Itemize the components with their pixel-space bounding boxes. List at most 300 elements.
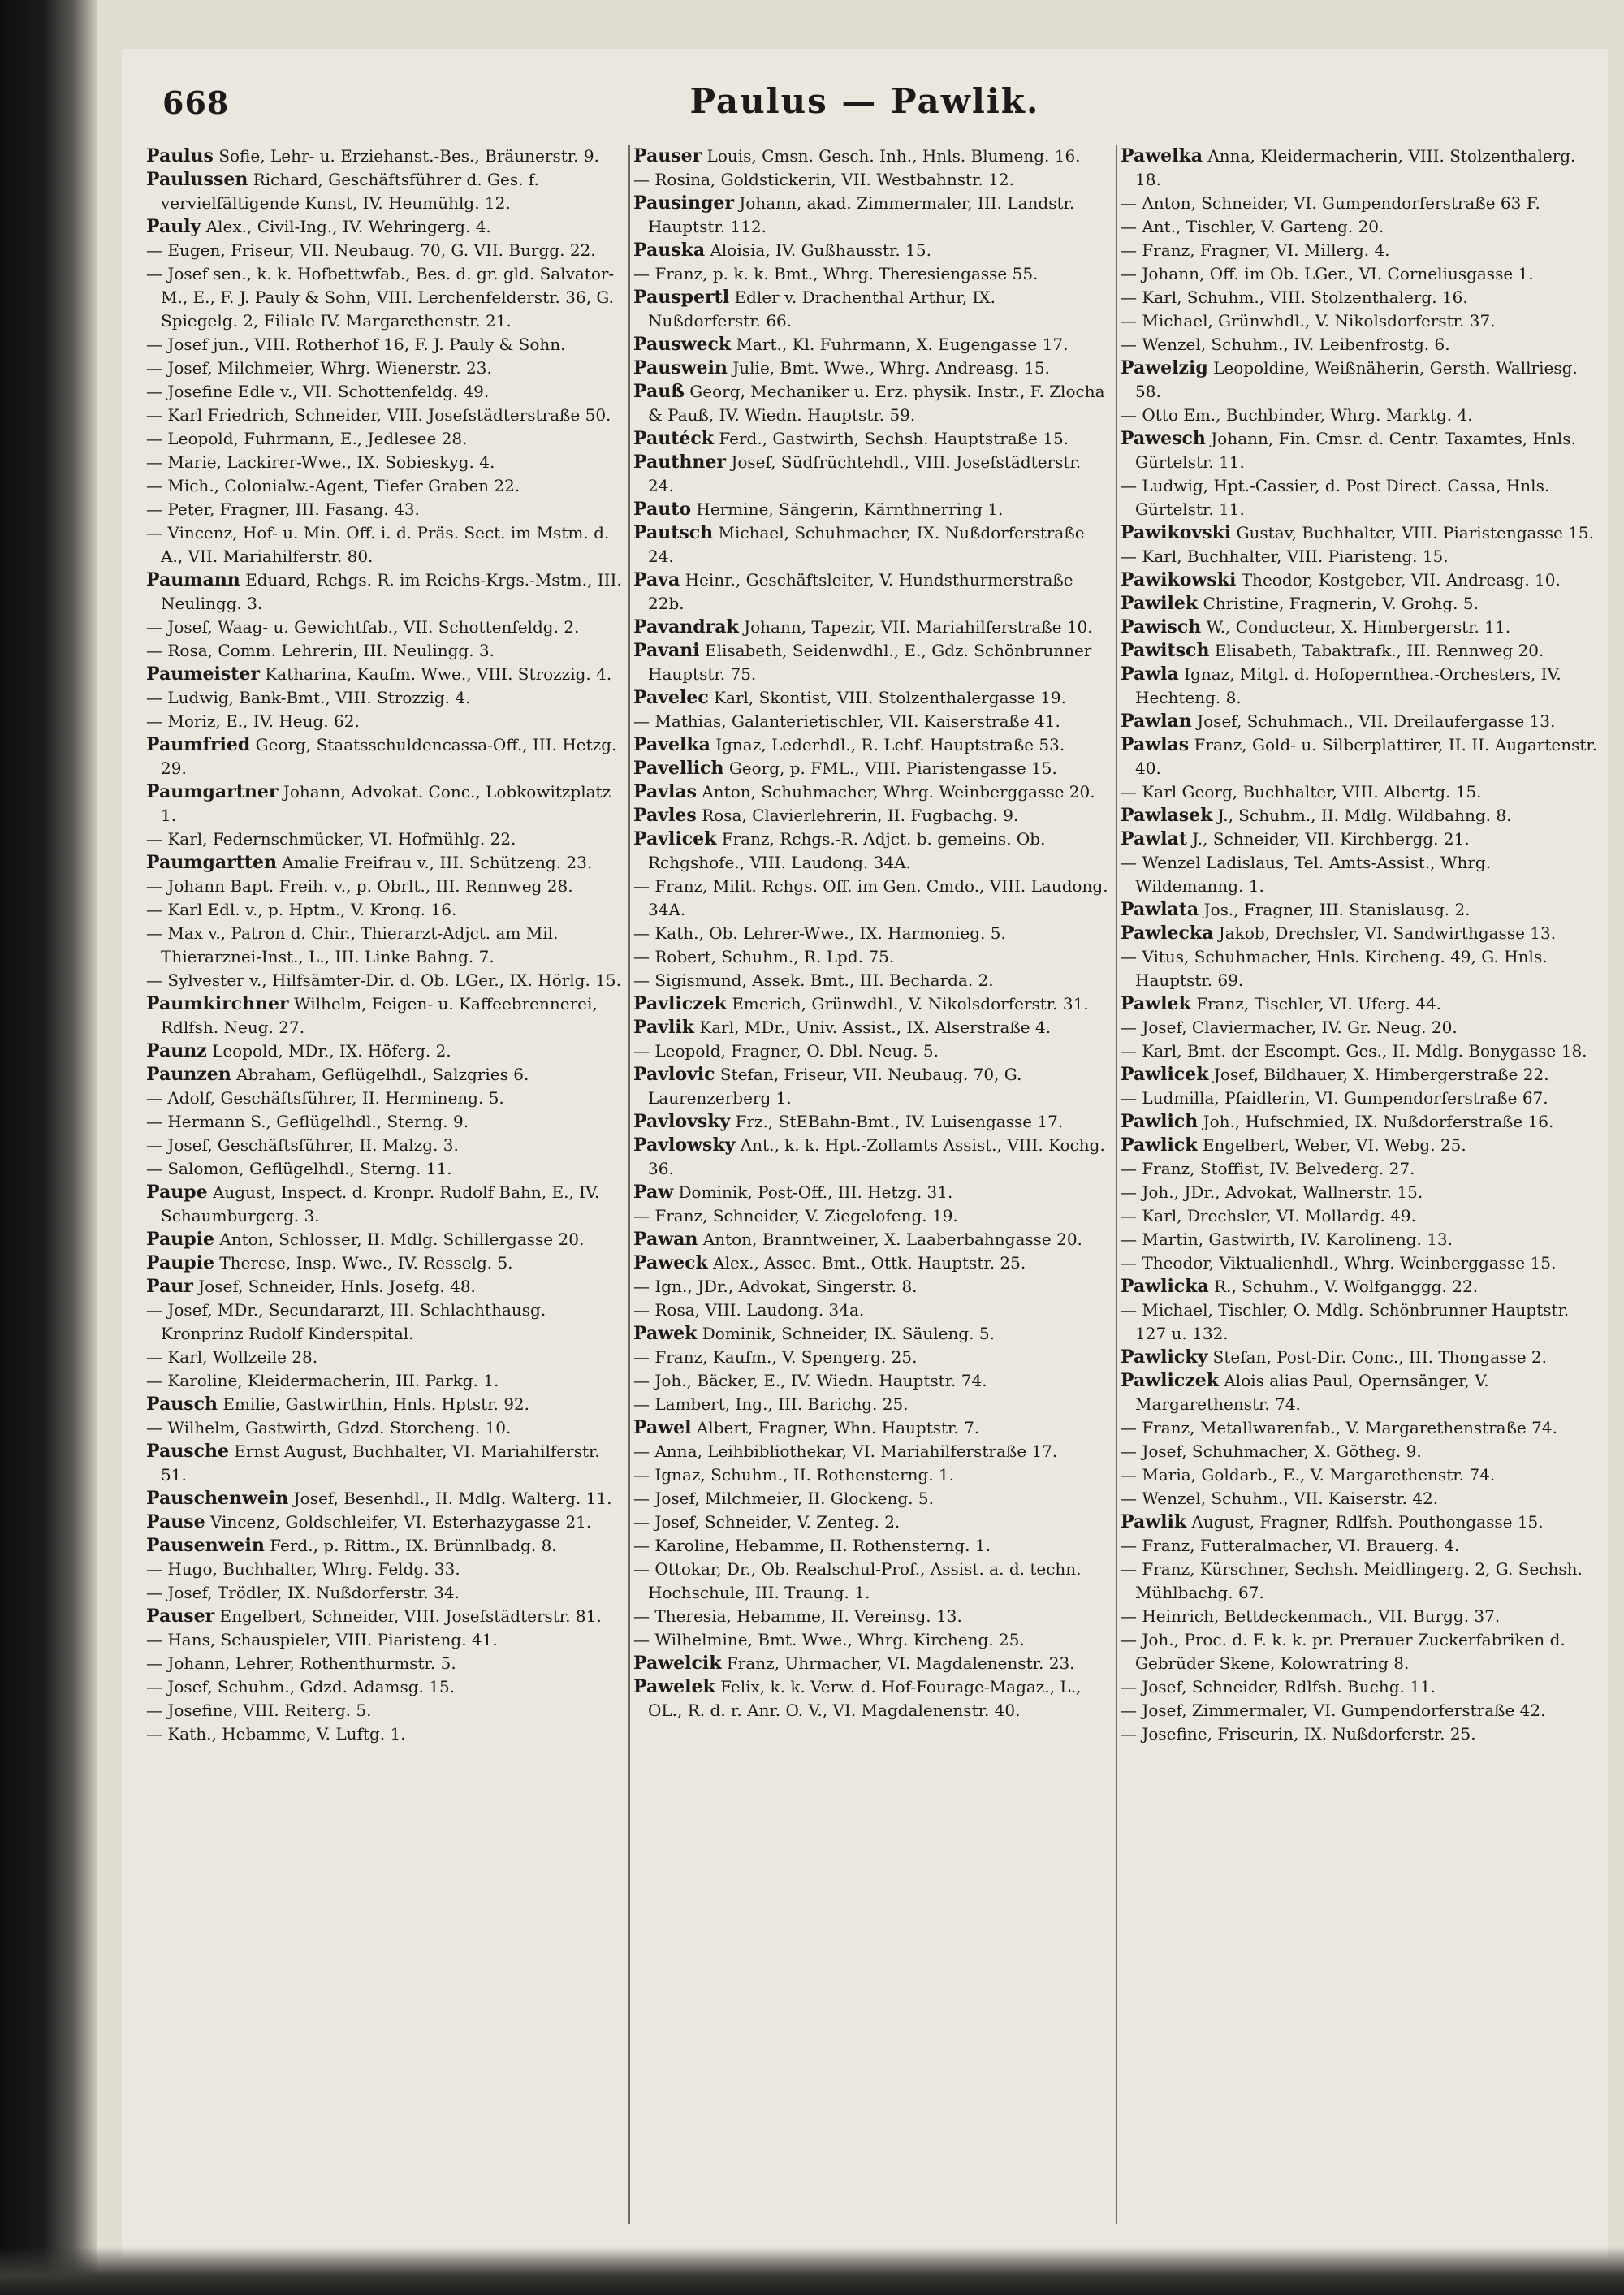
directory-entry xyxy=(1121,1558,1600,1605)
entry-details: — Johann, Off. im Ob. LGer., VI. Corneliusgasse 1. xyxy=(1121,264,1534,283)
entry-details: — Franz, p. k. k. Bmt., Whrg. Theresiengasse 55. xyxy=(633,264,1039,283)
directory-entry xyxy=(633,1511,1112,1534)
entry-details: — Josefine, VIII. Reiterg. 5. xyxy=(146,1701,372,1720)
entry-details: — Franz, Milit. Rchgs. Off. im Gen. Cmdo., VIII. Laudong. 34A. xyxy=(633,876,1108,919)
entry-details: J., Schneider, VII. Kirchbergg. 21. xyxy=(1192,829,1470,849)
directory-entry xyxy=(1121,1534,1600,1558)
directory-entry xyxy=(146,1275,625,1299)
entry-details: August, Fragner, Rdlfsh. Pouthongasse 15. xyxy=(1191,1512,1544,1532)
directory-entry xyxy=(633,1275,1112,1299)
directory-entry xyxy=(633,1369,1112,1393)
directory-entry xyxy=(146,333,625,357)
directory-entry xyxy=(146,215,625,239)
entry-details: — Josef, Schneider, V. Zenteg. 2. xyxy=(633,1512,901,1532)
entry-details: Georg, Staatsschuldencassa-Off., III. Hetzg. 29. xyxy=(161,735,617,778)
entry-surname: Pawesch xyxy=(1121,428,1206,449)
entry-details: Heinr., Geschäftsleiter, V. Hundsthurmerstraße 22b. xyxy=(648,570,1073,613)
entry-details: Josef, Südfrüchtehdl., VIII. Josefstädterstr. 24. xyxy=(648,452,1082,495)
entry-details: Josef, Besenhdl., II. Mdlg. Walterg. 11. xyxy=(293,1489,612,1508)
entry-details: Emilie, Gastwirthin, Hnls. Hptstr. 92. xyxy=(222,1394,529,1414)
page-number: 668 xyxy=(162,84,230,121)
entry-surname: Pauser xyxy=(633,145,702,166)
entry-details: Ant., k. k. Hpt.-Zollamts Assist., VIII. Kochg. 36. xyxy=(648,1135,1105,1178)
entry-details: — Franz, Fragner, VI. Millerg. 4. xyxy=(1121,240,1390,260)
directory-entry xyxy=(1121,710,1600,733)
directory-entry xyxy=(1121,1440,1600,1463)
entry-surname: Paunzen xyxy=(146,1064,231,1085)
entry-surname: Pausinger xyxy=(633,192,734,214)
directory-entry xyxy=(633,804,1112,828)
entry-surname: Pawlas xyxy=(1121,734,1190,755)
directory-entry xyxy=(633,357,1112,380)
entry-details: Theodor, Kostgeber, VII. Andreasg. 10. xyxy=(1241,570,1561,590)
directory-column-2 xyxy=(633,145,1112,2240)
directory-entry xyxy=(633,1558,1112,1605)
entry-surname: Paumgartner xyxy=(146,781,279,802)
directory-entry xyxy=(1121,239,1600,262)
entry-details: Albert, Fragner, Whn. Hauptstr. 7. xyxy=(696,1418,980,1437)
entry-details: — Ignaz, Schuhm., II. Rothensterng. 1. xyxy=(633,1465,955,1485)
directory-entry xyxy=(633,568,1112,616)
directory-entry xyxy=(1121,1511,1600,1534)
entry-surname: Pawlicka xyxy=(1121,1276,1209,1297)
entry-details: — Josef, Waag- u. Gewichtfab., VII. Schottenfeldg. 2. xyxy=(146,617,580,637)
entry-surname: Paupe xyxy=(146,1182,208,1203)
entry-details: Joh., Hufschmied, IX. Nußdorferstraße 16. xyxy=(1203,1112,1554,1131)
entry-surname: Paulus xyxy=(146,145,214,166)
entry-details: — Wenzel Ladislaus, Tel. Amts-Assist., Whrg. Wildemanng. 1. xyxy=(1121,853,1492,896)
directory-entry xyxy=(146,1699,625,1722)
entry-details: — Robert, Schuhm., R. Lpd. 75. xyxy=(633,947,895,966)
entry-details: Christine, Fragnerin, V. Grohg. 5. xyxy=(1203,594,1479,613)
directory-entry xyxy=(1121,922,1600,945)
directory-entry xyxy=(633,262,1112,286)
directory-entry xyxy=(633,922,1112,945)
entry-surname: Pawisch xyxy=(1121,616,1202,638)
entry-details: — Josef, Claviermacher, IV. Gr. Neug. 20. xyxy=(1121,1018,1458,1037)
entry-details: Franz, Uhrmacher, VI. Magdalenenstr. 23. xyxy=(726,1653,1075,1673)
directory-entry xyxy=(146,1157,625,1181)
directory-entry xyxy=(146,427,625,451)
directory-entry xyxy=(146,1652,625,1675)
directory-entry xyxy=(146,451,625,474)
directory-entry xyxy=(146,380,625,404)
entry-surname: Pavles xyxy=(633,805,697,826)
directory-entry xyxy=(146,1558,625,1581)
directory-entry xyxy=(633,828,1112,875)
entry-details: W., Conducteur, X. Himbergerstr. 11. xyxy=(1206,617,1511,637)
directory-entry xyxy=(146,404,625,427)
directory-entry xyxy=(1121,663,1600,710)
entry-details: Anton, Schlosser, II. Mdlg. Schillergasse 20. xyxy=(219,1230,585,1249)
directory-entry xyxy=(1121,568,1600,592)
entry-details: — Max v., Patron d. Chir., Thierarzt-Adjct. am Mil. Thierarznei-Inst., L., III. Linke Bahng. 7. xyxy=(146,923,559,966)
entry-surname: Pawlat xyxy=(1121,828,1187,849)
directory-entry xyxy=(1121,733,1600,780)
entry-details: — Josef, Milchmeier, Whrg. Wienerstr. 23. xyxy=(146,358,492,378)
directory-entry xyxy=(146,992,625,1039)
entry-details: Edler v. Drachenthal Arthur, IX. Nußdorferstr. 66. xyxy=(648,287,996,331)
entry-details: — Michael, Tischler, O. Mdlg. Schönbrunner Hauptstr. 127 u. 132. xyxy=(1121,1300,1570,1343)
entry-details: Ferd., Gastwirth, Sechsh. Hauptstraße 15. xyxy=(719,429,1069,448)
entry-details: — Johann Bapt. Freih. v., p. Obrlt., III. Rennweg 28. xyxy=(146,876,573,896)
entry-details: — Anna, Leihbibliothekar, VI. Mariahilferstraße 17. xyxy=(633,1441,1058,1461)
entry-surname: Pausche xyxy=(146,1441,229,1462)
entry-details: — Franz, Stoffist, IV. Belvederg. 27. xyxy=(1121,1159,1415,1178)
directory-entry xyxy=(146,922,625,969)
entry-details: — Wenzel, Schuhm., IV. Leibenfrostg. 6. xyxy=(1121,335,1450,354)
directory-entry xyxy=(146,851,625,875)
directory-entry xyxy=(146,1110,625,1134)
entry-surname: Pawlecka xyxy=(1121,923,1214,944)
directory-entry xyxy=(1121,427,1600,474)
entry-details: — Franz, Schneider, V. Ziegelofeng. 19. xyxy=(633,1206,958,1225)
entry-details: — Joh., Proc. d. F. k. k. pr. Prerauer Zuckerfabriken d. Gebrüder Skene, Kolowratring 8. xyxy=(1121,1630,1566,1673)
entry-surname: Pawlan xyxy=(1121,711,1192,732)
directory-entry xyxy=(1121,215,1600,239)
directory-entry xyxy=(1121,1416,1600,1440)
directory-entry xyxy=(1121,828,1600,851)
directory-entry xyxy=(633,1605,1112,1628)
entry-details: — Karl, Buchhalter, VIII. Piaristeng. 15. xyxy=(1121,547,1449,566)
entry-surname: Pava xyxy=(633,569,680,590)
entry-details: — Otto Em., Buchbinder, Whrg. Marktg. 4. xyxy=(1121,405,1473,425)
directory-entry xyxy=(1121,1275,1600,1299)
directory-entry xyxy=(633,1181,1112,1204)
directory-entry xyxy=(146,498,625,521)
directory-entry xyxy=(146,1722,625,1746)
entry-details: Engelbert, Weber, VI. Webg. 25. xyxy=(1202,1135,1466,1155)
entry-details: Richard, Geschäftsführer d. Ges. f. vervielfältigende Kunst, IV. Heumühlg. 12. xyxy=(161,170,539,213)
entry-details: Karl, Skontist, VIII. Stolzenthalergasse 19. xyxy=(714,688,1067,707)
entry-details: — Karl, Bmt. der Escompt. Ges., II. Mdlg. Bonygasse 18. xyxy=(1121,1041,1587,1061)
entry-details: Felix, k. k. Verw. d. Hof-Fourage-Magaz., L., OL., R. d. r. Anr. O. V., VI. Magdalenenstr. 40. xyxy=(648,1677,1082,1720)
entry-details: Anton, Branntweiner, X. Laaberbahngasse 20. xyxy=(702,1230,1082,1249)
directory-entry xyxy=(1121,616,1600,639)
entry-details: — Rosa, Comm. Lehrerin, III. Neulingg. 3. xyxy=(146,641,495,660)
directory-entry xyxy=(146,521,625,568)
directory-entry xyxy=(146,1628,625,1652)
entry-details: Alois alias Paul, Opernsänger, V. Margarethenstr. 74. xyxy=(1135,1371,1489,1414)
directory-entry xyxy=(1121,780,1600,804)
entry-details: Anton, Schuhmacher, Whrg. Weinberggasse 20. xyxy=(702,782,1095,802)
entry-details: — Sylvester v., Hilfsämter-Dir. d. Ob. LGer., IX. Hörlg. 15. xyxy=(146,970,622,990)
entry-surname: Paur xyxy=(146,1276,193,1297)
entry-details: Dominik, Schneider, IX. Säuleng. 5. xyxy=(702,1324,995,1343)
entry-details: Josef, Bildhauer, X. Himbergerstraße 22. xyxy=(1213,1065,1549,1084)
entry-details: — Franz, Futteralmacher, VI. Brauerg. 4. xyxy=(1121,1536,1460,1555)
directory-entry xyxy=(633,733,1112,757)
entry-details: — Salomon, Geflügelhdl., Sterng. 11. xyxy=(146,1159,452,1178)
directory-entry xyxy=(1121,945,1600,992)
entry-details: Katharina, Kaufm. Wwe., VIII. Strozzig. 4. xyxy=(265,664,612,684)
entry-surname: Pawan xyxy=(633,1229,698,1250)
entry-surname: Pauto xyxy=(633,499,692,520)
entry-surname: Paw xyxy=(633,1182,674,1203)
directory-entry xyxy=(633,710,1112,733)
entry-details: — Karl, Wollzeile 28. xyxy=(146,1347,318,1367)
entry-details: Alex., Civil-Ing., IV. Wehringerg. 4. xyxy=(205,217,491,236)
entry-details: — Karl, Drechsler, VI. Mollardg. 49. xyxy=(1121,1206,1416,1225)
entry-details: Amalie Freifrau v., III. Schützeng. 23. xyxy=(282,853,593,872)
entry-details: Ignaz, Mitgl. d. Hofopernthea.-Orchesters, IV. Hechteng. 8. xyxy=(1135,664,1561,707)
entry-details: — Leopold, Fragner, O. Dbl. Neug. 5. xyxy=(633,1041,939,1061)
directory-entry xyxy=(146,1299,625,1346)
entry-surname: Pawlicek xyxy=(1121,1064,1209,1085)
entry-details: — Josef, Schuhmacher, X. Götheg. 9. xyxy=(1121,1441,1422,1461)
directory-entry xyxy=(146,145,625,168)
entry-details: Elisabeth, Seidenwdhl., E., Gdz. Schönbrunner Hauptstr. 75. xyxy=(648,641,1092,684)
column-rule xyxy=(1116,145,1117,2224)
entry-surname: Pauthner xyxy=(633,452,726,473)
directory-entry xyxy=(1121,1134,1600,1157)
entry-details: Georg, p. FML., VIII. Piaristengasse 15. xyxy=(728,759,1057,778)
entry-details: — Karl Friedrich, Schneider, VIII. Josefstädterstraße 50. xyxy=(146,405,611,425)
entry-details: — Martin, Gastwirth, IV. Karolineng. 13. xyxy=(1121,1230,1453,1249)
entry-surname: Pawlata xyxy=(1121,899,1199,920)
directory-entry xyxy=(1121,545,1600,568)
entry-details: Anna, Kleidermacherin, VIII. Stolzenthalerg. 18. xyxy=(1135,146,1576,189)
entry-details: Engelbert, Schneider, VIII. Josefstädterstr. 81. xyxy=(219,1606,602,1626)
entry-details: Josef, Schneider, Hnls. Josefg. 48. xyxy=(198,1277,476,1296)
entry-details: Jakob, Drechsler, VI. Sandwirthgasse 13. xyxy=(1218,923,1557,943)
entry-surname: Pautsch xyxy=(633,522,714,543)
entry-details: — Theresia, Hebamme, II. Vereinsg. 13. xyxy=(633,1606,962,1626)
directory-entry xyxy=(1121,1369,1600,1416)
entry-details: — Wenzel, Schuhm., VII. Kaiserstr. 42. xyxy=(1121,1489,1439,1508)
directory-entry xyxy=(633,639,1112,686)
directory-entry xyxy=(146,616,625,639)
directory-entry xyxy=(633,1063,1112,1110)
directory-entry xyxy=(146,1251,625,1275)
directory-entry xyxy=(633,1675,1112,1722)
entry-details: — Mich., Colonialw.-Agent, Tiefer Graben 22. xyxy=(146,476,520,495)
directory-entry xyxy=(633,1204,1112,1228)
entry-surname: Pawitsch xyxy=(1121,640,1210,661)
directory-entry xyxy=(633,1322,1112,1346)
entry-surname: Pausweck xyxy=(633,334,732,355)
entry-surname: Pawek xyxy=(633,1323,698,1344)
directory-entry xyxy=(633,1251,1112,1275)
entry-details: — Josef, Trödler, IX. Nußdorferstr. 34. xyxy=(146,1583,460,1602)
entry-details: Ignaz, Lederhdl., R. Lchf. Hauptstraße 53. xyxy=(715,735,1065,754)
directory-entry xyxy=(1121,1204,1600,1228)
entry-details: Franz, Gold- u. Silberplattirer, II. II. Augartenstr. 40. xyxy=(1135,735,1598,778)
directory-entry xyxy=(1121,1157,1600,1181)
directory-entry xyxy=(146,828,625,851)
entry-details: Ferd., p. Rittm., IX. Brünnlbadg. 8. xyxy=(270,1536,557,1555)
directory-entry xyxy=(633,945,1112,969)
entry-details: Stefan, Post-Dir. Conc., III. Thongasse 2. xyxy=(1212,1347,1547,1367)
directory-entry xyxy=(633,1440,1112,1463)
directory-entry xyxy=(633,427,1112,451)
entry-surname: Pawlek xyxy=(1121,993,1191,1014)
directory-entry xyxy=(633,1016,1112,1039)
directory-entry xyxy=(146,1440,625,1487)
entry-surname: Pawlick xyxy=(1121,1135,1198,1156)
directory-entry xyxy=(633,686,1112,710)
directory-entry xyxy=(146,663,625,686)
directory-entry xyxy=(633,380,1112,427)
directory-entry xyxy=(1121,1016,1600,1039)
entry-details: Vincenz, Goldschleifer, VI. Esterhazygasse 21. xyxy=(209,1512,592,1532)
entry-details: — Sigismund, Assek. Bmt., III. Becharda. 2. xyxy=(633,970,994,990)
directory-entry xyxy=(1121,1699,1600,1722)
entry-surname: Pauß xyxy=(633,381,685,402)
directory-entry xyxy=(1121,1110,1600,1134)
directory-entry xyxy=(633,1628,1112,1652)
directory-entry xyxy=(633,333,1112,357)
entry-surname: Paumann xyxy=(146,569,240,590)
directory-entry xyxy=(633,1134,1112,1181)
entry-details: Rosa, Clavierlehrerin, II. Fugbachg. 9. xyxy=(702,806,1019,825)
directory-entry xyxy=(1121,357,1600,404)
directory-entry xyxy=(146,1228,625,1251)
directory-entry xyxy=(1121,474,1600,521)
entry-surname: Pavlicek xyxy=(633,828,717,849)
directory-entry xyxy=(1121,1181,1600,1204)
entry-details: Eduard, Rchgs. R. im Reichs-Krgs.-Mstm., III. Neulingg. 3. xyxy=(161,570,622,613)
entry-surname: Pawelcik xyxy=(633,1653,722,1674)
directory-entry xyxy=(1121,1039,1600,1063)
entry-details: — Ottokar, Dr., Ob. Realschul-Prof., Assist. a. d. techn. Hochschule, III. Traung. 1. xyxy=(633,1559,1082,1602)
entry-details: Josef, Schuhmach., VII. Dreilaufergasse 13. xyxy=(1197,711,1556,731)
entry-details: — Rosina, Goldstickerin, VII. Westbahnstr. 12. xyxy=(633,170,1014,189)
entry-surname: Pauska xyxy=(633,240,706,261)
entry-details: Michael, Schuhmacher, IX. Nußdorferstraße 24. xyxy=(648,523,1085,566)
entry-details: — Karl Georg, Buchhalter, VIII. Albertg. 15. xyxy=(1121,782,1482,802)
entry-details: Gustav, Buchhalter, VIII. Piaristengasse 15. xyxy=(1236,523,1594,542)
entry-surname: Paumfried xyxy=(146,734,251,755)
directory-entry xyxy=(1121,1251,1600,1275)
directory-entry xyxy=(633,239,1112,262)
entry-details: — Josef, Schuhm., Gdzd. Adamsg. 15. xyxy=(146,1677,456,1696)
entry-details: Ernst August, Buchhalter, VI. Mariahilferstr. 51. xyxy=(161,1441,600,1485)
entry-details: Dominik, Post-Off., III. Hetzg. 31. xyxy=(678,1182,953,1202)
entry-details: — Wilhelm, Gastwirth, Gdzd. Storcheng. 10. xyxy=(146,1418,512,1437)
directory-entry xyxy=(146,1675,625,1699)
directory-entry xyxy=(146,568,625,616)
entry-details: — Vincenz, Hof- u. Min. Off. i. d. Präs. Sect. im Mstm. d. A., VII. Mariahilferstr. 80. xyxy=(146,523,610,566)
entry-surname: Pavlowsky xyxy=(633,1135,736,1156)
entry-details: — Kath., Hebamme, V. Luftg. 1. xyxy=(146,1724,406,1744)
directory-entry xyxy=(1121,404,1600,427)
entry-details: — Vitus, Schuhmacher, Hnls. Kircheng. 49, G. Hnls. Hauptstr. 69. xyxy=(1121,947,1548,990)
directory-entry xyxy=(633,521,1112,568)
directory-entry xyxy=(146,1416,625,1440)
directory-entry xyxy=(633,757,1112,780)
entry-surname: Pavlik xyxy=(633,1017,694,1038)
entry-details: Johann, akad. Zimmermaler, III. Landstr. Hauptstr. 112. xyxy=(648,193,1075,236)
directory-entry xyxy=(633,616,1112,639)
entry-surname: Pavani xyxy=(633,640,700,661)
entry-surname: Pausch xyxy=(146,1394,218,1415)
directory-entry xyxy=(146,262,625,333)
entry-surname: Pavelka xyxy=(633,734,710,755)
directory-entry xyxy=(146,780,625,828)
directory-entry xyxy=(1121,1605,1600,1628)
directory-entry xyxy=(146,686,625,710)
entry-details: Mart., Kl. Fuhrmann, X. Eugengasse 17. xyxy=(736,335,1069,354)
entry-details: — Karl, Federnschmücker, VI. Hofmühlg. 22. xyxy=(146,829,516,849)
entry-surname: Pawliczek xyxy=(1121,1370,1219,1391)
entry-details: Abraham, Geflügelhdl., Salzgries 6. xyxy=(236,1065,529,1084)
entry-surname: Pawlik xyxy=(1121,1511,1187,1532)
entry-surname: Pavelec xyxy=(633,687,709,708)
directory-entry xyxy=(633,1228,1112,1251)
directory-entry xyxy=(146,1134,625,1157)
directory-entry xyxy=(633,969,1112,992)
entry-surname: Pawlich xyxy=(1121,1111,1199,1132)
directory-entry xyxy=(146,1581,625,1605)
directory-entry xyxy=(633,192,1112,239)
entry-details: August, Inspect. d. Kronpr. Rudolf Bahn, E., IV. Schaumburgerg. 3. xyxy=(161,1182,600,1225)
entry-details: — Karl Edl. v., p. Hptm., V. Krong. 16. xyxy=(146,900,457,919)
entry-details: Aloisia, IV. Gußhausstr. 15. xyxy=(710,240,931,260)
entry-details: — Hugo, Buchhalter, Whrg. Feldg. 33. xyxy=(146,1559,460,1579)
entry-details: — Franz, Kaufm., V. Spengerg. 25. xyxy=(633,1347,918,1367)
directory-entry xyxy=(633,1393,1112,1416)
directory-entry xyxy=(146,1534,625,1558)
directory-entry xyxy=(1121,1063,1600,1087)
directory-entry xyxy=(1121,1299,1600,1346)
entry-details: — Josef, Milchmeier, II. Glockeng. 5. xyxy=(633,1489,934,1508)
directory-entry xyxy=(146,357,625,380)
entry-surname: Pautéck xyxy=(633,428,714,449)
entry-details: Jos., Fragner, III. Stanislausg. 2. xyxy=(1203,900,1471,919)
entry-details: Johann, Tapezir, VII. Mariahilferstraße 10. xyxy=(744,617,1093,637)
entry-surname: Pawlicky xyxy=(1121,1346,1208,1368)
entry-surname: Pavlas xyxy=(633,781,697,802)
entry-details: Georg, Mechaniker u. Erz. physik. Instr., F. Zlocha & Pauß, IV. Wiedn. Hauptstr. 59. xyxy=(648,382,1105,425)
entry-details: — Karoline, Kleidermacherin, III. Parkg. 1. xyxy=(146,1371,499,1390)
directory-page xyxy=(122,49,1608,2258)
entry-details: — Josef sen., k. k. Hofbettwfab., Bes. d. gr. gld. Salvator-M., E., F. J. Pauly & Sohn, VIII. Lerchenfelderstr. 36, G. Spiegelg. 2, Filiale IV. Margarethenstr. 21. xyxy=(146,264,615,331)
entry-details: Julie, Bmt. Wwe., Whrg. Andreasg. 15. xyxy=(732,358,1051,378)
entry-details: — Josef, Geschäftsführer, II. Malzg. 3. xyxy=(146,1135,459,1155)
directory-entry xyxy=(1121,1228,1600,1251)
entry-surname: Pavlovic xyxy=(633,1064,715,1085)
entry-details: Elisabeth, Tabaktrafk., III. Rennweg 20. xyxy=(1214,641,1544,660)
directory-entry xyxy=(146,168,625,215)
directory-entry xyxy=(633,498,1112,521)
entry-details: — Eugen, Friseur, VII. Neubaug. 70, G. VII. Burgg. 22. xyxy=(146,240,596,260)
entry-details: — Michael, Grünwhdl., V. Nikolsdorferstr. 37. xyxy=(1121,311,1496,331)
directory-entry xyxy=(1121,262,1600,286)
entry-details: — Josef, Schneider, Rdlfsh. Buchg. 11. xyxy=(1121,1677,1436,1696)
entry-details: — Leopold, Fuhrmann, E., Jedlesee 28. xyxy=(146,429,468,448)
entry-details: Sofie, Lehr- u. Erziehanst.-Bes., Bräunerstr. 9. xyxy=(218,146,599,166)
entry-details: — Johann, Lehrer, Rothenthurmstr. 5. xyxy=(146,1653,456,1673)
directory-entry xyxy=(633,1534,1112,1558)
directory-entry xyxy=(146,1346,625,1369)
entry-details: — Karoline, Hebamme, II. Rothensterng. 1. xyxy=(633,1536,991,1555)
entry-details: Emerich, Grünwdhl., V. Nikolsdorferstr. 31. xyxy=(732,994,1089,1014)
directory-entry xyxy=(1121,592,1600,616)
directory-entry xyxy=(146,1487,625,1511)
entry-surname: Pauswein xyxy=(633,357,728,378)
directory-entry xyxy=(146,474,625,498)
entry-surname: Pawikovski xyxy=(1121,522,1232,543)
entry-details: Karl, MDr., Univ. Assist., IX. Alserstraße 4. xyxy=(699,1018,1052,1037)
entry-details: — Theodor, Viktualienhdl., Whrg. Weinberggasse 15. xyxy=(1121,1253,1557,1273)
entry-details: — Joh., Bäcker, E., IV. Wiedn. Hauptstr. 74. xyxy=(633,1371,987,1390)
entry-surname: Pawelka xyxy=(1121,145,1203,166)
entry-details: — Josefine Edle v., VII. Schottenfeldg. 49. xyxy=(146,382,490,401)
entry-surname: Pawlasek xyxy=(1121,805,1213,826)
entry-details: R., Schuhm., V. Wolfganggg. 22. xyxy=(1214,1277,1479,1296)
entry-surname: Pauser xyxy=(146,1606,215,1627)
